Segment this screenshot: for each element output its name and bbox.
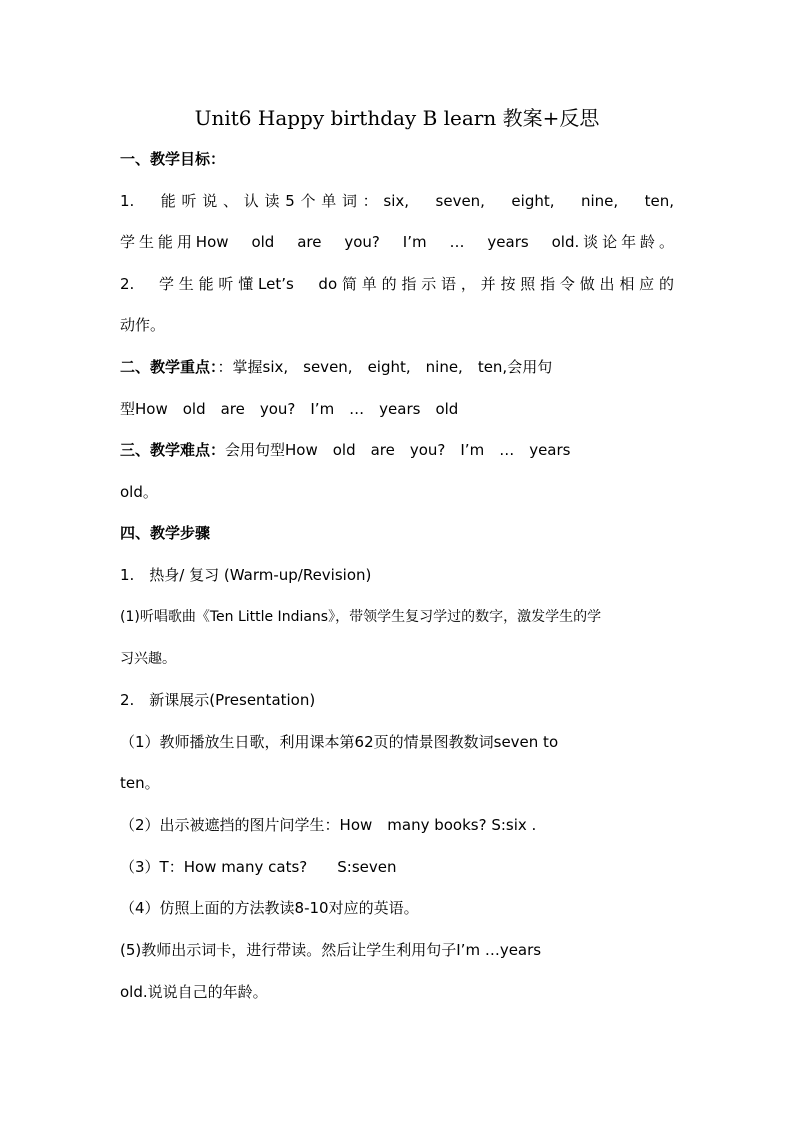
steps-heading: 四、教学步骤	[120, 524, 211, 542]
key-points-text: ：掌握six, seven, eight, nine, ten,会用句	[217, 358, 553, 376]
step-2-item5-line1: (5)教师出示词卡，进行带读。然后让学生利用句子I’m …years	[120, 941, 542, 959]
difficult-points-label: 三、教学难点：	[120, 441, 226, 459]
step-2-title: 2. 新课展示(Presentation)	[120, 691, 316, 709]
step-2-item5-line2: old.说说自己的年龄。	[120, 983, 268, 1001]
step-2-item1-line1: （1）教师播放生日歌，利用课本第62页的情景图教数词seven to	[120, 733, 559, 751]
step-2-item4: （4）仿照上面的方法教读8-10对应的英语。	[120, 899, 419, 917]
difficult-points-text: 会用句型How old are you? I’m … years	[225, 441, 571, 459]
objectives-heading: 一、教学目标：	[120, 150, 226, 168]
step-1-title: 1. 热身/ 复习 (Warm-up/Revision)	[120, 566, 372, 584]
key-points-line2: 型How old are you? I’m … years old	[120, 400, 459, 418]
objective-2-line2: 动作。	[120, 316, 166, 334]
difficult-points-line2: old。	[120, 483, 158, 501]
key-points-label: 二、教学重点：	[120, 358, 218, 376]
step-2-item1-line2: ten。	[120, 774, 160, 792]
step-2-item2: （2）出示被遮挡的图片问学生：How many books? S:six .	[120, 816, 537, 834]
step-1-item1-line1: (1)听唱歌曲《Ten Little Indians》，带领学生复习学过的数字，激发学生的学	[120, 609, 602, 625]
step-1-item1-line2: 习兴趣。	[120, 651, 176, 667]
document-title: Unit6 Happy birthday B learn 教案+反思	[194, 106, 600, 130]
key-points-line1	[120, 356, 552, 378]
objective-2-line1: 2. 学生能听懂Let’s do简单的指示语，并按照指令做出相应的	[120, 275, 674, 293]
step-2-item3: （3）T：How many cats? S:seven	[120, 858, 397, 876]
difficult-points-line1	[120, 439, 570, 461]
objective-1-line1: 1. 能听说、认读5个单词：six, seven, eight, nine, ten,	[120, 192, 674, 210]
objective-1-line2: 学生能用How old are you? I’m … years old.谈论年龄。	[120, 233, 674, 251]
